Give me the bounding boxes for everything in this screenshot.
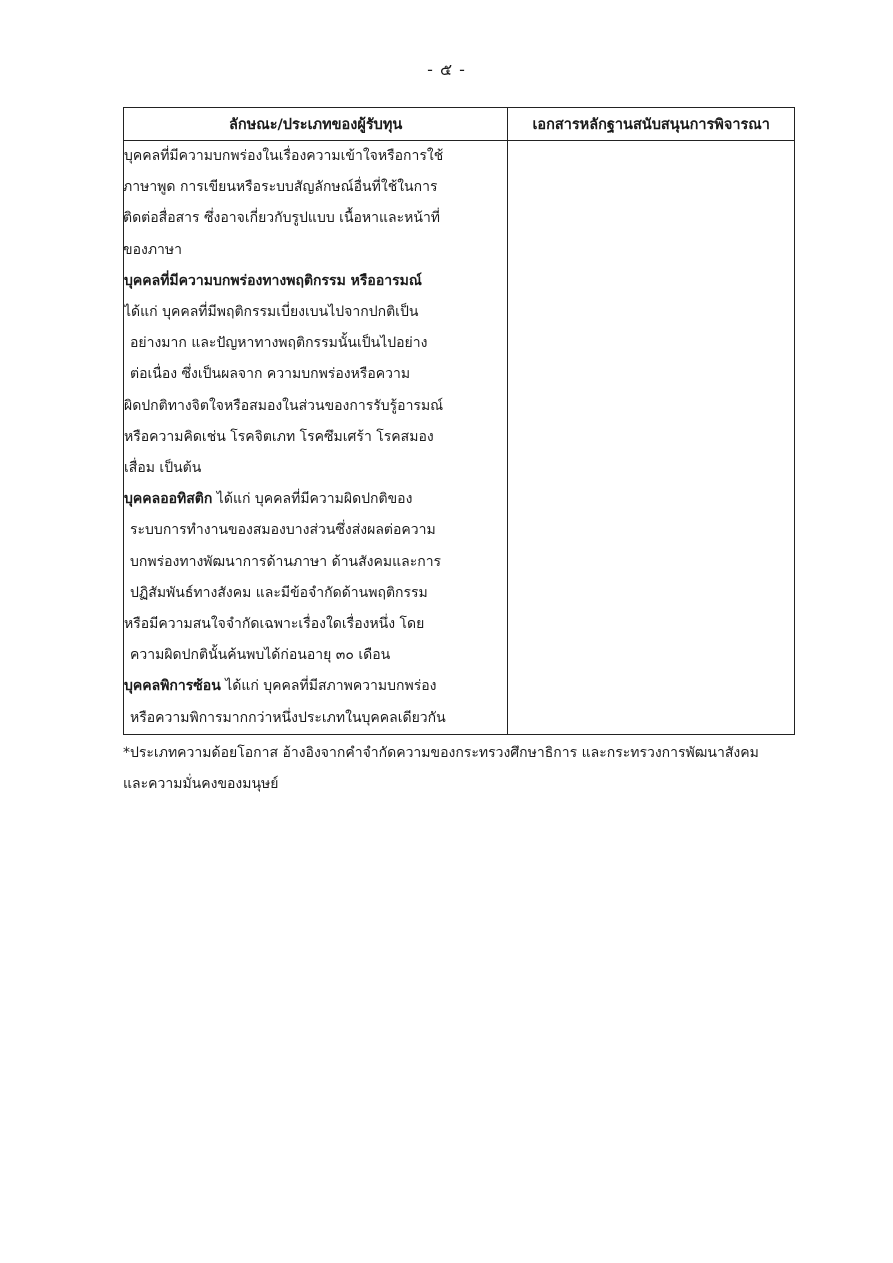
- supporting-documents-cell: [508, 141, 795, 735]
- text-line: เสื่อม เป็นต้น: [124, 460, 202, 477]
- text-line: ภาษาพูด การเขียนหรือระบบสัญลักษณ์อื่นที่ใช้ในการ: [123, 179, 438, 196]
- text-line: ระบบการทำงานของสมองบางส่วนซึ่งส่งผลต่อความ: [130, 522, 436, 539]
- text-line: อย่างมาก และปัญหาทางพฤติกรรมนั้นเป็นไปอย่าง: [130, 335, 428, 352]
- footnote-line: และความมั่นคงของมนุษย์: [123, 776, 279, 793]
- text-line: หรือความพิการมากกว่าหนึ่งประเภทในบุคคลเดียวกัน: [130, 709, 446, 726]
- footnote: [123, 738, 803, 800]
- page-number: - ๕ -: [427, 60, 466, 79]
- text-line: ของภาษา: [123, 241, 182, 258]
- header-supporting-documents: เอกสารหลักฐานสนับสนุนการพิจารณา: [508, 108, 795, 141]
- text-line: ผิดปกติทางจิตใจหรือสมองในส่วนของการรับรู้อารมณ์: [124, 397, 444, 414]
- text-line: ต่อเนื่อง ซึ่งเป็นผลจาก ความบกพร่องหรือความ: [130, 366, 411, 383]
- table-row: [124, 141, 795, 735]
- criteria-table: [123, 107, 795, 735]
- text-line: ความผิดปกตินั้นค้นพบได้ก่อนอายุ ๓๐ เดือน: [130, 647, 391, 664]
- header-recipient-type: ลักษณะ/ประเภทของผู้รับทุน: [124, 108, 508, 141]
- text-line: หรือความคิดเช่น โรคจิตเภท โรคซึมเศร้า โรคสมอง: [124, 428, 434, 445]
- text-line: บกพร่องทางพัฒนาการด้านภาษา ด้านสังคมและการ: [130, 553, 442, 570]
- text-line: ได้แก่ บุคคลที่มีพฤติกรรมเบี่ยงเบนไปจากปกติเป็น: [124, 304, 419, 321]
- table-header-row: [124, 108, 795, 141]
- heading-multiple-disabilities: บุคคลพิการซ้อน ได้แก่ บุคคลที่มีสภาพความบกพร่อง: [124, 678, 437, 695]
- recipient-type-cell: [124, 141, 508, 735]
- footnote-line: *ประเภทความด้อยโอกาส อ้างอิงจากคำจำกัดความของกระทรวงศึกษาธิการ และกระทรวงการพัฒนาสังคม: [123, 745, 759, 761]
- text-line: ติดต่อสื่อสาร ซึ่งอาจเกี่ยวกับรูปแบบ เนื้อหาและหน้าที่: [123, 210, 441, 227]
- heading-behavioral-disorder: บุคคลที่มีความบกพร่องทางพฤติกรรม หรืออารมณ์: [124, 272, 422, 289]
- heading-autistic: บุคคลออทิสติก ได้แก่ บุคคลที่มีความผิดปกติของ: [124, 491, 413, 508]
- text-line: ปฏิสัมพันธ์ทางสังคม และมีข้อจำกัดด้านพฤติกรรม: [130, 584, 428, 601]
- text-line: หรือมีความสนใจจำกัดเฉพาะเรื่องใดเรื่องหนึ่ง โดย: [124, 616, 425, 633]
- text-line: บุคคลที่มีความบกพร่องในเรื่องความเข้าใจหรือการใช้: [124, 148, 444, 164]
